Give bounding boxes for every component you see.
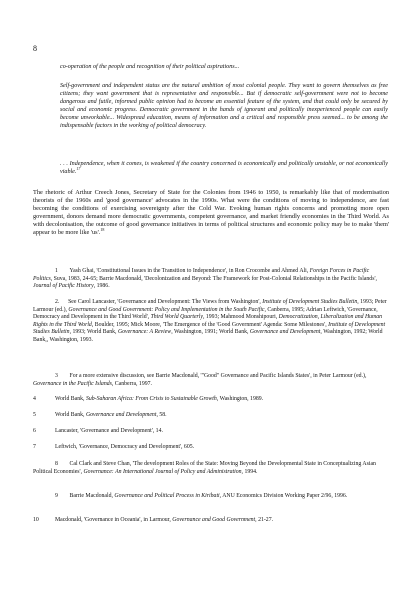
footnote-3 <box>33 373 389 388</box>
footnote-2 <box>33 299 389 345</box>
body-paragraph <box>33 189 389 238</box>
footnote-title: Governance: An International Journal of Policy and Administration <box>83 468 242 475</box>
block-quote-2: Self-government and independent status are the natural ambition of most colonial people. They want to govern themselves as free citizens; they want government that is representative and responsible... But if democratic self-government were not to become dangerous and futile, informed public opinion had to become an essential feature of the system, and that could only be secured by social and economic progress. Democratic government in the hands of ignorant and politically inexperienced people can easily become unworkable... Widespread education, means of information and a critical and responsible press seemed... to be among the indispensable factors in the working of political democracy. <box>60 83 388 129</box>
footnote-5 <box>33 412 389 420</box>
footnote-text: , 58. <box>156 412 167 418</box>
footnote-text: , Boulder, 1995; Mick Moore, 'The Emergence of the 'Good Government' Agenda: Some Milestones', <box>91 321 329 328</box>
footnote-text: , Canberra, 1995; Adrian Leftwich, 'Governance, Democracy and Development in the Third World', <box>33 306 378 321</box>
footnote-text: , 1993; Mahmood Monshipouri, <box>202 314 279 321</box>
footnote-title: Democratization, Liberalization and Human Rights in the Third World <box>33 314 383 328</box>
footnote-text: , 1993; Peter Larmour (ed.), <box>33 299 387 313</box>
footnote-number: 3 <box>55 373 58 379</box>
footnote-number: 4 <box>33 396 36 402</box>
body-paragraph-text: The rhetoric of Arthur Creech Jones, Secretary of State for the Colonies from 1946 to 1950, is remarkably like that of modernisation theorists of the 1960s and 'good governance' advocates in the 1990s. What were the conditions of moving to independence, are fast becoming the conditions of exercising sovereignty after the Cold War. Evoking human rights concerns and promoting more open government, donors demand more democratic governments, competent governance, and market friendly economies in the Third World. As with decolonisation, the outcome of good governance initiatives in terms of political structures and economic policy may be to make 'them' appear to be more like 'us'. <box>33 189 389 237</box>
footnote-title: Governance and Political Process in Kiribati <box>114 493 220 499</box>
quote-footnote-ref: 17 <box>76 165 81 171</box>
footnote-number: 8 <box>55 461 58 467</box>
footnote-9 <box>33 493 389 501</box>
footnote-8 <box>33 461 389 476</box>
footnote-text: , 1993; World Bank, <box>69 329 118 336</box>
footnote-title: Governance: A Review <box>117 329 172 336</box>
footnote-text: , ANU Economics Division Working Paper 2/96, 1996. <box>219 493 348 499</box>
block-quote-3-text: . . . Independence, when it comes, is weakened if the country concerned is economically and politically unstable, or not economically viable. <box>60 161 388 175</box>
footnote-title: Governance and Development <box>249 329 321 336</box>
footnote-text: World Bank, <box>55 412 86 418</box>
footnote-text: Cal Clark and Steve Chan, 'The development Roles of the State: Moving Beyond the Developmental State in Conceptualizing Asian Political Economies', <box>33 461 376 475</box>
footnote-text: World Bank, <box>55 396 86 402</box>
footnote-number: 6 <box>33 428 36 434</box>
footnote-text: See Carol Lancaster, 'Governance and Development: The Views from Washington', <box>68 299 263 305</box>
footnote-4 <box>33 396 389 404</box>
footnote-text: , Washington, 1989. <box>216 396 264 402</box>
footnote-title: Institute of Development Studies Bulletin <box>262 299 358 305</box>
footnote-10 <box>33 517 389 525</box>
footnote-number: 9 <box>55 493 58 499</box>
footnote-text: For a more extensive discussion, see Barrie Macdonald, '"Good" Governance and Pacific Islands States', in Peter Larmour (ed.), <box>69 373 367 379</box>
footnote-title: Journal of Pacific History <box>33 283 94 290</box>
footnote-number: 5 <box>33 412 36 418</box>
footnote-title: Governance in the Pacific Islands <box>33 380 112 387</box>
footnote-text: , 1986. <box>93 283 110 290</box>
footnote-text: , 1994. <box>241 468 258 475</box>
footnote-6 <box>33 428 389 436</box>
page-number: 8 <box>33 44 37 53</box>
footnote-title: Governance and Good Government: Policy and Implementation in the South Pacific <box>68 306 265 313</box>
footnote-text: Macdonald, 'Governance in Oceania', in Larmour, <box>55 517 173 523</box>
footnote-text: , Washington, 1992; World Bank,, Washington, 1993. <box>33 329 383 343</box>
footnote-title: Third World Quarterly <box>150 314 203 321</box>
footnote-text: , Suva, 1983, 24-65; Barrie Macdonald, 'Decolonization and Beyond: The Framework for Post-Colonial Relationships in the Pacific Islands', <box>50 275 377 282</box>
footnote-title: Governance and Development <box>85 412 157 418</box>
footnote-title: Foreign Forces in Pacific Politics <box>33 268 370 282</box>
block-quote-3 <box>60 160 388 176</box>
footnote-1 <box>33 268 389 291</box>
footnote-title: Sub-Saharan Africa: From Crisis to Sustainable Growth <box>85 396 217 402</box>
footnote-7 <box>33 444 389 452</box>
footnote-number: 10 <box>33 517 39 523</box>
footnote-text: , Canberra, 1997. <box>111 380 152 387</box>
footnote-text: Yash Ghai, 'Constitutional Issues in the Transition to Independence', in Ron Crocombe and Ahmed Ali, <box>69 268 310 274</box>
footnote-text: Lancaster, 'Governance and Development', 14. <box>55 428 163 434</box>
footnote-text: , Washington, 1991; World Bank, <box>171 329 250 336</box>
footnote-text: Barrie Macdonald, <box>69 493 115 499</box>
footnote-number: 2. <box>55 299 60 305</box>
footnote-title: Institute of Development Studies Bulletin <box>33 321 386 336</box>
block-quote-1: co-operation of the people and recognition of their political aspirations... <box>60 64 240 70</box>
footnote-text: , 21-27. <box>255 517 274 523</box>
footnote-number: 1 <box>55 268 58 274</box>
footnote-title: Governance and Good Government <box>172 517 256 523</box>
footnote-number: 7 <box>33 444 36 450</box>
body-footnote-ref: 18 <box>100 227 105 233</box>
footnote-text: Leftwich, 'Governance, Democracy and Development', 605. <box>55 444 195 450</box>
